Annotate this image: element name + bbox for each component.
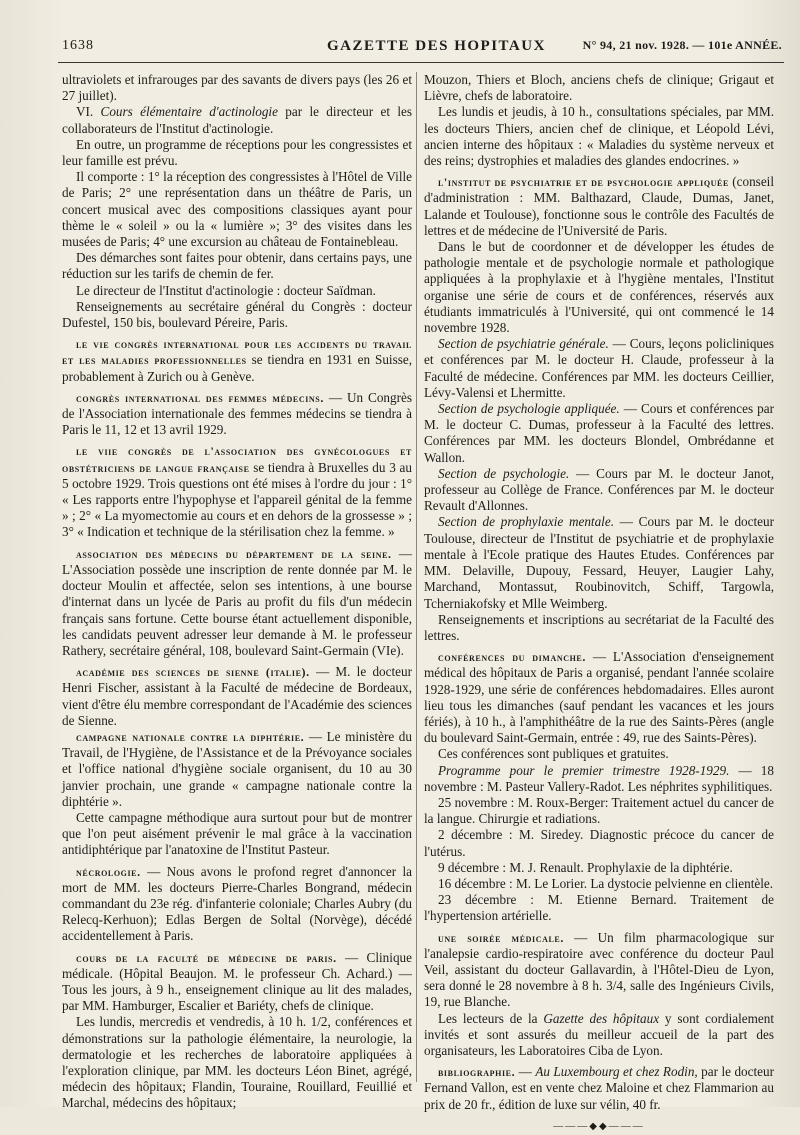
paragraph	[62, 546, 412, 659]
page-header	[62, 38, 782, 60]
text-run: se tiendra en 1931 en Suisse, probablement à Zurich ou à Genève.	[62, 352, 412, 384]
text-run: Cette campagne méthodique aura surtout pour but de montrer que l'on peut aisément prévenir le mal grâce à la vaccination antidiphtérique par l'anatoxine de l'Institut Pasteur.	[62, 809, 412, 858]
italic-heading: Cours élémentaire d'actinologie	[100, 104, 278, 120]
paragraph	[424, 860, 774, 876]
text-run: Les lundis et jeudis, à 10 h., consultations spéciales, par MM. les docteurs Thiers, ancien chef de clinique, et Léopold Lévi, ancien interne des hôpitaux : « Maladies du système nerveux et des reins; dystrophies et maladies des glandes endocrines. »	[424, 104, 774, 169]
left-column	[62, 72, 412, 1112]
end-ornament: ———◆◆———	[553, 1120, 645, 1132]
text-run: 16 décembre : M. Le Lorier. La dystocie pelvienne en clientèle.	[438, 875, 774, 891]
text-run: Les lundis, mercredis et vendredis, à 10 h. 1/2, conférences et démonstrations sur la pathologie élémentaire, la neurologie, la dermatologie et les recherches de laboratoire appliquées à l'exploration clinique, par MM. les docteurs Léon Binet, agrégé, médecin des hôpitaux; Flandin, Touraine, Rouillard, Feuillié et Marchal, médecins des hôpitaux;	[62, 1014, 412, 1111]
paragraph	[62, 950, 412, 1015]
text-run: — 18 novembre : M. Pasteur Vallery-Radot. Les néphrites syphilitiques.	[424, 762, 774, 794]
paragraph	[62, 443, 412, 540]
issue-info: N° 94, 21 nov. 1928. — 101e ANNÉE.	[582, 38, 782, 52]
text-run: — Un film pharmacologique sur l'analepsie cardio-respiratoire avec conférence du docteur Paul Veil, assistant du docteur Gallavardin, à l'Hôtel-Dieu de Lyon, sera donné le 28 novembre à 8 h. 3/4, salle des Ingénieurs Civils, 19, rue Blanche.	[424, 929, 774, 1010]
page-number: 1638	[62, 38, 94, 53]
italic-heading: Programme pour le premier trimestre 1928-1929.	[438, 762, 730, 778]
paragraph	[62, 390, 412, 439]
section-heading: conférences du dimanche.	[438, 650, 586, 665]
text-run: —	[515, 1064, 536, 1080]
paragraph	[424, 104, 774, 169]
paragraph	[424, 401, 774, 466]
paragraph	[62, 104, 412, 136]
paragraph	[62, 1014, 412, 1111]
paragraph	[62, 250, 412, 282]
text-run: Il comporte : 1° la réception des congressistes à l'Hôtel de Ville de Paris; 2° une représentation dans un théâtre de Paris, un concert musical avec des compositions classiques ayant pour thème le « soleil » ou la « lumière »; 3° des visites dans les musées de Paris; 4° une excursion au château de Fontainebleau.	[62, 169, 412, 250]
section-heading: cours de la faculté de médecine de paris.	[76, 950, 337, 965]
paragraph	[62, 336, 412, 385]
text-run: Des démarches sont faites pour obtenir, dans certains pays, une réduction sur les tarifs de chemin de fer.	[62, 250, 412, 282]
paragraph	[62, 864, 412, 945]
text-run: Renseignements au secrétaire général du Congrès : docteur Dufestel, 150 bis, boulevard Péreire, Paris.	[62, 298, 412, 331]
paragraph	[62, 169, 412, 250]
section-heading: le viie congrès de l'association des gynécologues et obstétriciens de langue française	[62, 444, 412, 475]
text-run: — Clinique médicale. (Hôpital Beaujon. M. le professeur Ch. Achard.) — Tous les jours, à 9 h., enseignement clinique au lit des malades, par MM. Hamburger, Escalier et Bariéty, chefs de clinique.	[62, 949, 412, 1014]
text-run: 9 décembre : M. J. Renault. Prophylaxie de la diphtérie.	[438, 859, 733, 875]
text-run: — Cours, leçons policliniques et conférences par M. le docteur H. Claude, professeur à la Faculté de médecine. Conférences par MM. les docteurs Ceillier, Lévy-Valensi et Lhermitte.	[424, 336, 775, 400]
paragraph	[424, 827, 774, 859]
paragraph	[424, 930, 774, 1011]
paragraph	[424, 514, 774, 611]
section-heading: académie des sciences de sienne (italie).	[76, 665, 310, 680]
journal-title: GAZETTE DES HOPITAUX	[327, 38, 546, 54]
right-column	[424, 72, 774, 1135]
paragraph	[62, 72, 412, 104]
paragraph	[424, 239, 774, 336]
text-run: — L'Association d'enseignement médical des hôpitaux de Paris a organisé, pendant l'année scolaire 1928-1929, une série de conférences hebdomadaires. Elles auront lieu tous les dimanches (sauf pendant les vacances et les jours fériés), à 10 h., à l'amphithéâtre de la rue des Saints-Pères (angle du boulevard Saint-Germain, entrée : 49, rue des Saints-Pères).	[424, 649, 774, 746]
text-run: par le docteur Fernand Vallon, est en vente chez Maloine et chez Flammarion au prix de 20 fr., édition de luxe sur vélin, 40 fr.	[424, 1064, 774, 1112]
text-run: Renseignements et inscriptions au secrétariat de la Faculté des lettres.	[424, 611, 774, 643]
text-run: 25 novembre : M. Roux-Berger: Traitement actuel du cancer de la langue. Chirurgie et radiations.	[424, 794, 774, 827]
section-heading: une soirée médicale.	[438, 930, 564, 945]
text-run: 23 décembre : M. Etienne Bernard. Traitement de l'hypertension artérielle.	[424, 892, 774, 924]
section-heading: bibliographie.	[438, 1065, 516, 1080]
text-run: Les lecteurs de la	[438, 1010, 544, 1026]
section-heading: nécrologie.	[76, 864, 141, 879]
text-run: par le directeur et les collaborateurs de l'Institut d'actinologie.	[62, 104, 412, 136]
column-divider	[416, 72, 417, 1082]
header-rule	[58, 62, 784, 63]
paragraph	[424, 892, 774, 924]
paragraph	[62, 664, 412, 729]
paragraph	[62, 810, 412, 859]
text-run: — Cours et conférences par M. le docteur C. Dumas, professeur à la Faculté des lettres. Conférences par MM. les docteurs Blondel, Ombrédanne et Wallon.	[424, 401, 774, 465]
text-run: Mouzon, Thiers et Bloch, anciens chefs de clinique; Grigaut et Lièvre, chefs de laboratoire.	[424, 72, 774, 104]
text-run: y sont cordialement invités et sont assurés du meilleur accueil de la part des organisateurs, les Laboratoires Ciba de Lyon.	[424, 1010, 775, 1058]
italic-heading: Section de psychiatrie générale.	[438, 336, 609, 352]
paragraph	[424, 174, 774, 239]
section-heading: campagne nationale contre la diphtérie.	[76, 729, 305, 744]
paragraph	[424, 1064, 774, 1113]
paragraph	[62, 137, 412, 169]
section-heading: le vie congrès international pour les accidents du travail et les maladies professionnelles	[62, 337, 412, 368]
text-run: Ces conférences sont publiques et gratuites.	[438, 746, 669, 762]
text-run: — Cours par M. le docteur Toulouse, directeur de l'Institut de psychiatrie et de prophylaxie mentale à l'Ecole pratique des Hautes Etudes. Conférences par MM. Delaville, Dupouy, Fessard, Heuyer, Laugier Lahy, Marchand, Montassut, Roubinovitch, Schiff, Targowla, Tcherniakofsky et Mlle Weimberg.	[424, 514, 774, 611]
text-run: — Cours par M. le docteur Janot, professeur au Collège de France. Conférences par M. le docteur Revault d'Allonnes.	[424, 465, 774, 514]
paragraph	[424, 336, 774, 401]
text-run: ultraviolets et infrarouges par des savants de divers pays (les 26 et 27 juillet).	[62, 72, 412, 104]
text-run: — Le ministère du Travail, de l'Hygiène, de l'Assistance et de la Prévoyance sociales et l'office national d'hygiène sociale organisent, du 10 au 30 janvier prochain, une grande « campagne nationale contre la diphtérie ».	[62, 728, 412, 809]
text-run: Le directeur de l'Institut d'actinologie : docteur Saïdman.	[76, 282, 376, 298]
text-run: — Un Congrès de l'Association internationale des femmes médecins se tiendra à Paris le 11, 12 et 13 avril 1929.	[62, 389, 412, 438]
text-run: (conseil d'administration : MM. Balthazard, Claude, Dumas, Janet, Lalande et Toulouse), fonctionne sous le contrôle des Facultés de lettres et de médecine de l'Université de Paris.	[424, 174, 774, 238]
text-run: Dans le but de coordonner et de développer les études de pathologie mentale et de psychologie normale et pathologique appliquées à la prophylaxie et à l'hygiène mentales, l'Institut organise une série de cours et de conférences, réservés aux étudiants immatriculés à l'Université, qui ont commencé le 14 novembre 1928.	[424, 239, 774, 336]
text-run: se tiendra à Bruxelles du 3 au 5 octobre 1929. Trois questions ont été mises à l'ordre du jour : 1° « Les rapports entre l'hypophyse et l'appareil génital de la femme » ; 2° « La myomectomie au cours et en dehors de la grossesse » ; 3° « Indication et technique de la stérilisation chez la femme. »	[62, 459, 412, 540]
section-heading: congrès international des femmes médecins.	[76, 390, 324, 405]
paragraph	[424, 746, 774, 762]
text-run: 2 décembre : M. Siredey. Diagnostic précoce du cancer de l'utérus.	[424, 827, 774, 859]
paragraph	[424, 795, 774, 827]
paragraph	[424, 1011, 774, 1060]
text-run: — L'Association possède une inscription de rente donnée par M. le docteur Moulin et affectée, selon ses intentions, à une bourse d'internat dans un lycée de Paris au profit du fils d'un médecin français sans fortune. Cette bourse étant actuellement disponible, les candidats peuvent adresser leur demande à M. le professeur Rathery, secrétaire général, 108, boulevard Saint-Germain (VIe).	[62, 545, 413, 658]
paragraph	[424, 763, 774, 795]
italic-heading: Section de psychologie appliquée.	[438, 401, 620, 417]
paragraph	[62, 299, 412, 331]
italic-run: Au Luxembourg et chez Rodin,	[535, 1064, 698, 1080]
text-run: — M. le docteur Henri Fischer, assistant à la Faculté de médecine de Bordeaux, vient d'être élu membre correspondant de l'Académie des sciences de Sienne.	[62, 664, 412, 728]
paragraph	[424, 72, 774, 104]
italic-heading: Section de prophylaxie mentale.	[438, 514, 614, 530]
paragraph	[424, 466, 774, 515]
paragraph	[424, 876, 774, 892]
italic-run: Gazette des hôpitaux	[543, 1010, 660, 1026]
paragraph	[62, 283, 412, 299]
section-heading: l'institut de psychiatrie et de psychologie appliquée	[438, 175, 729, 190]
paragraph	[424, 612, 774, 644]
section-heading: association des médecins du département de la seine.	[76, 546, 392, 561]
italic-heading: Section de psychologie.	[438, 465, 570, 481]
text-run: En outre, un programme de réceptions pour les congressistes et leur famille est prévu.	[62, 136, 412, 169]
paragraph	[424, 649, 774, 746]
text-run: VI.	[76, 104, 101, 120]
paragraph	[62, 729, 412, 810]
text-run: — Nous avons le profond regret d'annoncer la mort de MM. les docteurs Pierre-Charles Bongrand, médecin commandant du 23e rég. d'infanterie coloniale; Charles Aubry (du Relecq-Kerhuon); Edlas Bergen de Soltal (Norvège), décédé accidentellement à Paris.	[62, 863, 412, 944]
